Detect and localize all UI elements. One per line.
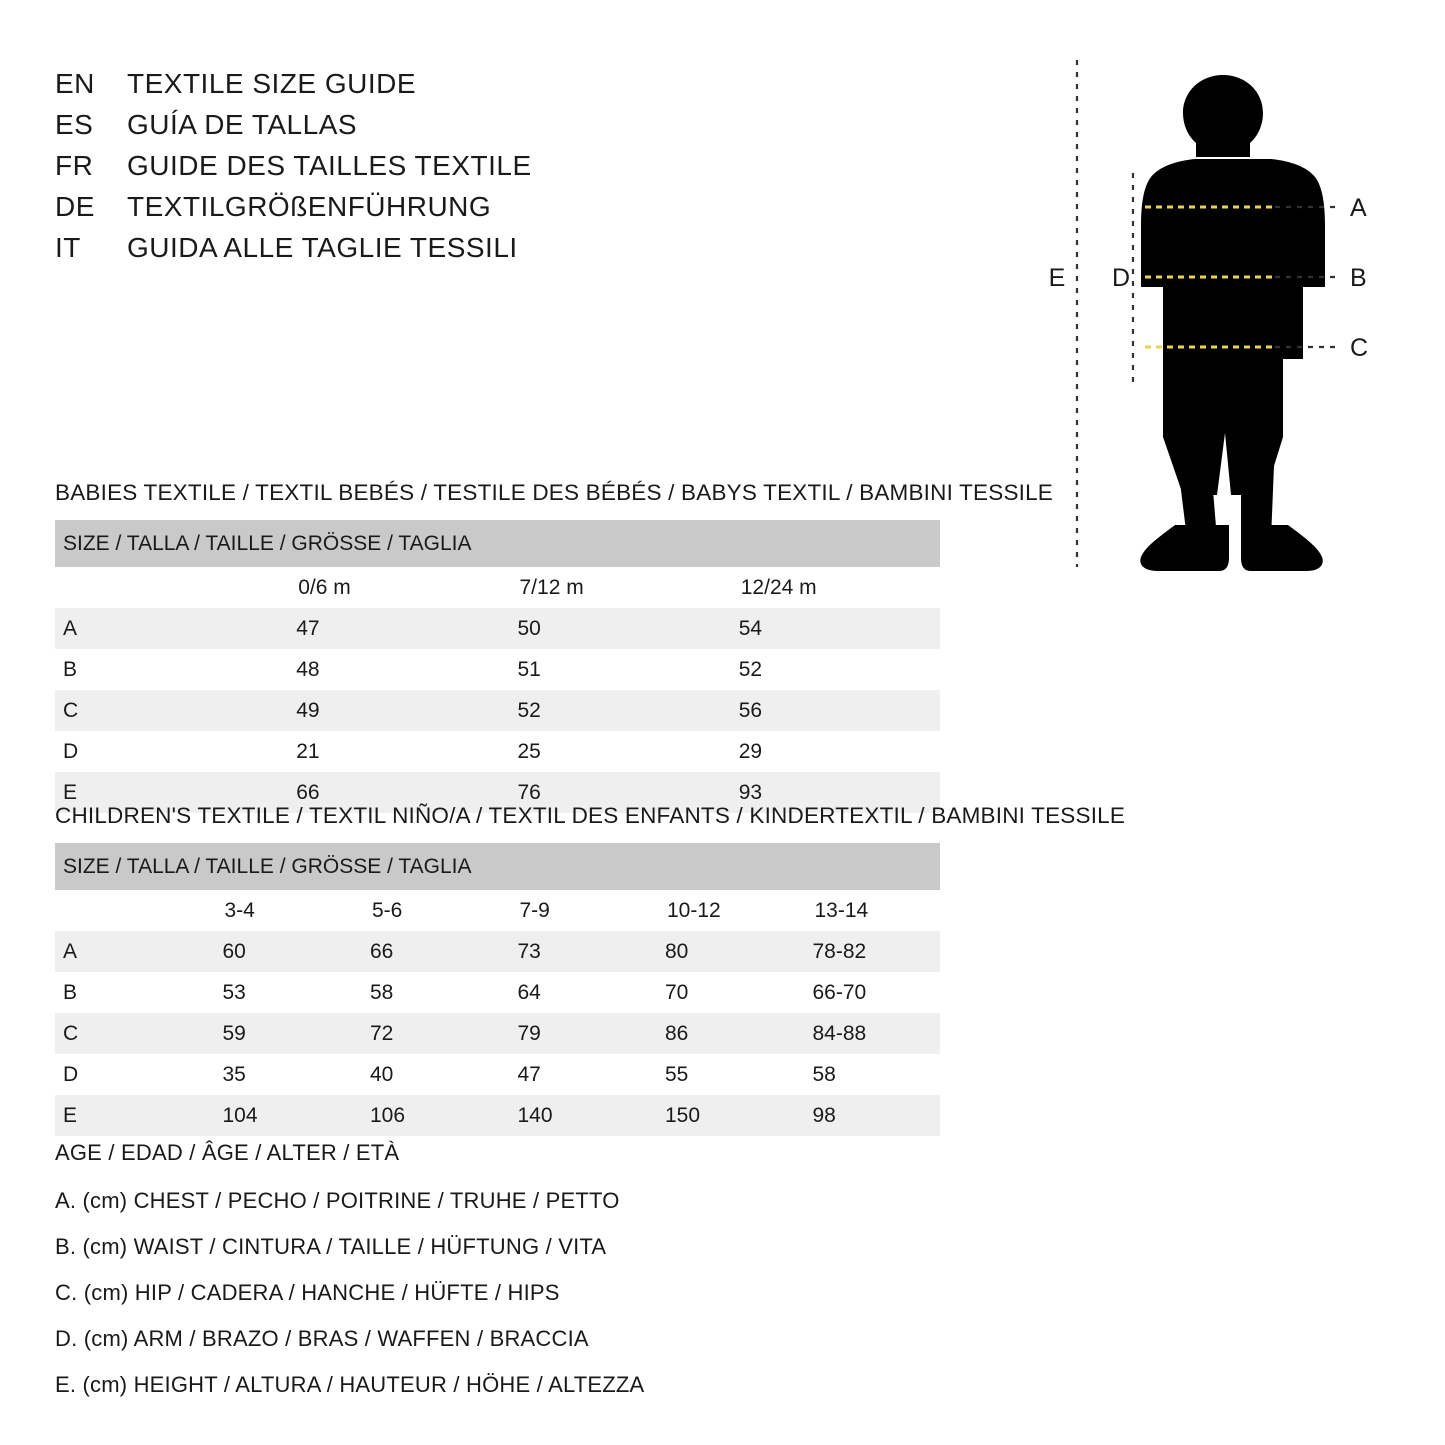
title-lang-it: IT	[55, 232, 81, 263]
babies-heading: BABIES TEXTILE / TEXTIL BEBÉS / TESTILE DES BÉBÉS / BABYS TEXTIL / BAMBINI TESSILE	[55, 480, 1054, 505]
measurement-figure	[1035, 55, 1415, 575]
title-lang-en: EN	[55, 68, 95, 99]
title-row	[55, 68, 815, 100]
children-cell: 86	[645, 1013, 793, 1054]
title-row	[55, 150, 815, 182]
babies-section	[55, 480, 1053, 813]
children-cell: 104	[203, 1095, 351, 1136]
table-row	[55, 1095, 940, 1136]
title-row	[55, 232, 815, 264]
children-cell: 80	[645, 931, 793, 972]
legend-hip: C. (cm) HIP / CADERA / HANCHE / HÜFTE / HIPS	[55, 1280, 560, 1305]
babies-col-header: 12/24 m	[719, 567, 940, 608]
children-col-header: 10-12	[645, 890, 793, 931]
babies-col-header: 0/6 m	[276, 567, 497, 608]
figure-marker-e: E	[1048, 264, 1066, 292]
children-col-header: 7-9	[498, 890, 646, 931]
children-band-row	[55, 843, 940, 890]
title-text-fr: GUIDE DES TAILLES TEXTILE	[127, 150, 532, 181]
title-text-es: GUÍA DE TALLAS	[127, 109, 358, 140]
title-text-it: GUIDA ALLE TAGLIE TESSILI	[127, 232, 518, 263]
children-row-label: B	[55, 972, 203, 1013]
children-cell: 47	[498, 1054, 646, 1095]
title-lang-de: DE	[55, 191, 95, 222]
table-row	[55, 608, 940, 649]
babies-size-table	[55, 520, 940, 813]
babies-cell: 29	[719, 731, 940, 772]
children-column-header-row	[55, 890, 940, 931]
legend-block	[55, 1140, 644, 1418]
babies-cell: 54	[719, 608, 940, 649]
legend-age: AGE / EDAD / ÂGE / ALTER / ETÀ	[55, 1140, 400, 1165]
children-cell: 72	[350, 1013, 498, 1054]
children-cell: 84-88	[793, 1013, 941, 1054]
children-size-table	[55, 843, 940, 1136]
title-row	[55, 109, 815, 141]
babies-cell: 50	[498, 608, 719, 649]
babies-row-label: E	[55, 772, 276, 813]
title-lang-fr: FR	[55, 150, 94, 181]
title-text-en: TEXTILE SIZE GUIDE	[127, 68, 417, 99]
children-row-label: D	[55, 1054, 203, 1095]
children-cell: 66-70	[793, 972, 941, 1013]
babies-cell: 66	[276, 772, 497, 813]
children-cell: 150	[645, 1095, 793, 1136]
babies-row-label: B	[55, 649, 276, 690]
title-text-de: TEXTILGRÖßENFÜHRUNG	[127, 191, 492, 222]
babies-cell: 52	[498, 690, 719, 731]
table-row	[55, 972, 940, 1013]
children-col-header: 13-14	[793, 890, 941, 931]
legend-waist: B. (cm) WAIST / CINTURA / TAILLE / HÜFTUNG / VITA	[55, 1234, 607, 1259]
babies-corner-cell	[55, 567, 276, 608]
children-cell: 59	[203, 1013, 351, 1054]
babies-cell: 47	[276, 608, 497, 649]
children-col-header: 5-6	[350, 890, 498, 931]
figure-marker-a: A	[1350, 194, 1367, 222]
figure-marker-b: B	[1350, 264, 1367, 292]
children-section	[55, 803, 1125, 1136]
babies-row-label: A	[55, 608, 276, 649]
babies-cell: 76	[498, 772, 719, 813]
babies-row-label: D	[55, 731, 276, 772]
children-cell: 70	[645, 972, 793, 1013]
babies-cell: 93	[719, 772, 940, 813]
table-row	[55, 690, 940, 731]
children-cell: 55	[645, 1054, 793, 1095]
children-band-label: SIZE / TALLA / TAILLE / GRÖSSE / TAGLIA	[55, 843, 940, 890]
table-row	[55, 931, 940, 972]
babies-cell: 25	[498, 731, 719, 772]
babies-band-row	[55, 520, 940, 567]
babies-cell: 52	[719, 649, 940, 690]
children-row-label: C	[55, 1013, 203, 1054]
babies-cell: 21	[276, 731, 497, 772]
title-block	[55, 68, 815, 273]
children-cell: 64	[498, 972, 646, 1013]
children-cell: 73	[498, 931, 646, 972]
title-lang-es: ES	[55, 109, 94, 140]
children-corner-cell	[55, 890, 203, 931]
title-row	[55, 191, 815, 223]
child-silhouette	[1140, 75, 1325, 571]
table-row	[55, 1054, 940, 1095]
children-row-label: E	[55, 1095, 203, 1136]
children-cell: 78-82	[793, 931, 941, 972]
children-cell: 35	[203, 1054, 351, 1095]
children-cell: 98	[793, 1095, 941, 1136]
babies-cell: 48	[276, 649, 497, 690]
children-cell: 106	[350, 1095, 498, 1136]
babies-band-label: SIZE / TALLA / TAILLE / GRÖSSE / TAGLIA	[55, 520, 940, 567]
babies-cell: 56	[719, 690, 940, 731]
babies-column-header-row	[55, 567, 940, 608]
table-row	[55, 649, 940, 690]
table-row	[55, 1013, 940, 1054]
legend-chest: A. (cm) CHEST / PECHO / POITRINE / TRUHE / PETTO	[55, 1188, 620, 1213]
figure-marker-d: D	[1111, 264, 1131, 292]
legend-height: E. (cm) HEIGHT / ALTURA / HAUTEUR / HÖHE / ALTEZZA	[55, 1372, 645, 1397]
children-cell: 58	[793, 1054, 941, 1095]
children-cell: 140	[498, 1095, 646, 1136]
babies-cell: 51	[498, 649, 719, 690]
children-cell: 66	[350, 931, 498, 972]
children-cell: 40	[350, 1054, 498, 1095]
children-cell: 60	[203, 931, 351, 972]
table-row	[55, 731, 940, 772]
children-row-label: A	[55, 931, 203, 972]
children-col-header: 3-4	[203, 890, 351, 931]
legend-arm: D. (cm) ARM / BRAZO / BRAS / WAFFEN / BRACCIA	[55, 1326, 589, 1351]
babies-row-label: C	[55, 690, 276, 731]
children-cell: 79	[498, 1013, 646, 1054]
figure-marker-c: C	[1350, 334, 1369, 362]
babies-col-header: 7/12 m	[498, 567, 719, 608]
children-cell: 58	[350, 972, 498, 1013]
children-cell: 53	[203, 972, 351, 1013]
children-heading: CHILDREN'S TEXTILE / TEXTIL NIÑO/A / TEXTIL DES ENFANTS / KINDERTEXTIL / BAMBINI TESSILE	[55, 803, 1126, 828]
babies-cell: 49	[276, 690, 497, 731]
